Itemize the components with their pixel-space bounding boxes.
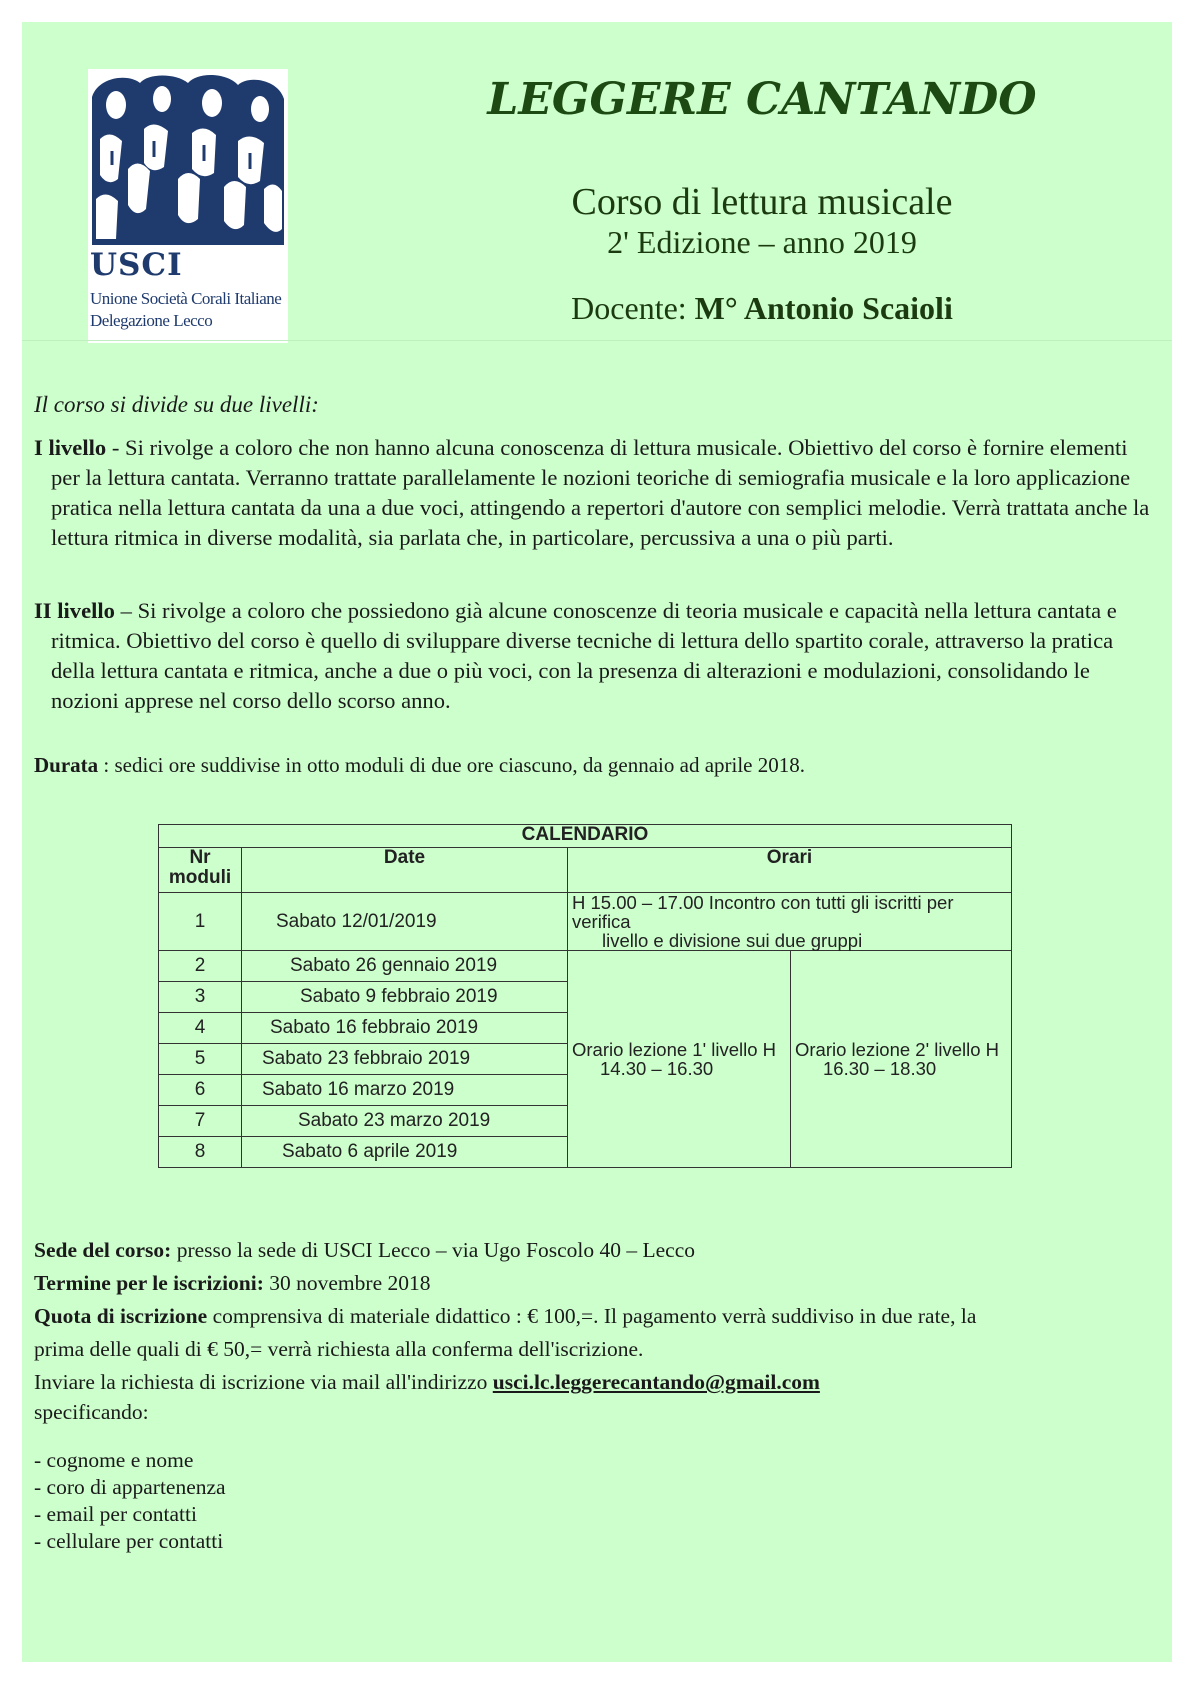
level-1-paragraph	[34, 433, 1154, 553]
document-page	[22, 22, 1172, 1662]
module-date: Sabato 12/01/2019	[242, 893, 568, 951]
choir-figures-graphic	[88, 69, 288, 249]
durata-line	[34, 753, 805, 778]
page-title: LEGGERE CANTANDO	[487, 74, 1037, 125]
module-number: 6	[159, 1075, 242, 1106]
module-orari	[568, 893, 1012, 951]
termine-line	[34, 1271, 430, 1296]
orari-line1: H 15.00 – 17.00 Incontro con tutti gli iscritti per verifica	[572, 892, 954, 932]
lesson-2-line1: Orario lezione 2' livello H	[795, 1039, 1000, 1060]
calendar-caption-row	[159, 825, 1012, 848]
module-date: Sabato 26 gennaio 2019	[242, 951, 568, 982]
calendar-caption: CALENDARIO	[159, 825, 1012, 848]
module-number: 4	[159, 1013, 242, 1044]
logo-title: USCI	[90, 247, 183, 283]
module-date: Sabato 23 febbraio 2019	[242, 1044, 568, 1075]
sede-line	[34, 1238, 695, 1263]
list-item: - coro di appartenenza	[34, 1475, 226, 1499]
inviare-line	[34, 1370, 820, 1395]
specificando-line: specificando:	[34, 1400, 149, 1424]
usci-logo	[88, 69, 288, 343]
list-item: - email per contatti	[34, 1502, 197, 1526]
logo-subtitle-line2: Delegazione Lecco	[90, 311, 213, 330]
edition-line: 2' Edizione – anno 2019	[607, 224, 917, 260]
module-number: 8	[159, 1137, 242, 1168]
termine-label: Termine per le iscrizioni:	[34, 1271, 264, 1295]
module-date: Sabato 16 febbraio 2019	[242, 1013, 568, 1044]
docente-line	[452, 290, 1072, 327]
quota-line-2: prima delle quali di € 50,= verrà richiesta alla conferma dell'iscrizione.	[34, 1337, 644, 1361]
column-header-orari: Orari	[568, 848, 1012, 893]
module-number: 5	[159, 1044, 242, 1075]
lesson-1-hours	[568, 951, 791, 1168]
durata-text: : sedici ore suddivise in otto moduli di due ore ciascuno, da gennaio ad aprile 2018.	[98, 753, 806, 777]
module-date: Sabato 6 aprile 2019	[242, 1137, 568, 1168]
lesson-1-line1: Orario lezione 1' livello H	[572, 1039, 777, 1060]
quota-line	[34, 1304, 976, 1329]
header-divider	[22, 340, 1172, 341]
table-row	[159, 951, 1012, 982]
list-item: - cognome e nome	[34, 1448, 194, 1472]
quota-text: comprensiva di materiale didattico : € 100,=. Il pagamento verrà suddiviso in due rate, la	[207, 1304, 977, 1328]
durata-label: Durata	[34, 753, 99, 777]
module-date: Sabato 16 marzo 2019	[242, 1075, 568, 1106]
logo-subtitle-line1: Unione Società Corali Italiane	[90, 289, 282, 308]
calendar-header-row	[159, 848, 1012, 893]
inviare-text: Inviare la richiesta di iscrizione via mail all'indirizzo	[34, 1370, 493, 1394]
sede-text: presso la sede di USCI Lecco – via Ugo Foscolo 40 – Lecco	[171, 1238, 695, 1262]
module-number: 1	[159, 893, 242, 951]
docente-name: M° Antonio Scaioli	[694, 290, 953, 326]
level-1-text: - Si rivolge a coloro che non hanno alcuna conoscenza di lettura musicale. Obiettivo del corso è fornire elementi per la lettura cantata. Verranno trattate parallelamente le nozioni teoriche di semiografia musicale e la loro applicazione pratica nella lettura cantata da una a due voci, attingendo a repertori d'autore con semplici melodie. Verrà trattata anche la lettura ritmica in diverse modalità, sia parlata che, in particolare, percussiva a una o più parti.	[51, 435, 1150, 550]
module-number: 2	[159, 951, 242, 982]
level-2-text: – Si rivolge a coloro che possiedono già alcune conoscenze di teoria musicale e capacità nella lettura cantata e ritmica. Obiettivo del corso è quello di sviluppare diverse tecniche di lettura dello spartito corale, attraverso la pratica della lettura cantata e ritmica, anche a due o più voci, con la presenza di alterazioni e modulazioni, consolidando le nozioni apprese nel corso dello scorso anno.	[51, 598, 1117, 713]
column-header-date: Date	[242, 848, 568, 893]
logo-subtitle	[90, 288, 281, 332]
module-number: 3	[159, 982, 242, 1013]
docente-label: Docente:	[571, 290, 695, 326]
lesson-2-line2: 16.30 – 18.30	[823, 1058, 937, 1079]
sede-label: Sede del corso:	[34, 1238, 172, 1262]
lesson-2-hours	[791, 951, 1012, 1168]
module-date: Sabato 9 febbraio 2019	[242, 982, 568, 1013]
lesson-1-line2: 14.30 – 16.30	[600, 1058, 714, 1079]
level-2-label: II livello	[34, 598, 115, 623]
page-subtitle: Corso di lettura musicale	[571, 181, 953, 223]
orari-line2: livello e divisione sui due gruppi	[602, 930, 863, 951]
module-number: 7	[159, 1106, 242, 1137]
column-header-nr: Nr moduli	[159, 848, 242, 893]
required-info-list	[34, 1447, 226, 1555]
list-item: - cellulare per contatti	[34, 1529, 224, 1553]
level-2-paragraph	[34, 596, 1154, 716]
table-row	[159, 893, 1012, 951]
quota-label: Quota di iscrizione	[34, 1304, 208, 1328]
level-1-label: I livello	[34, 435, 107, 460]
termine-text: 30 novembre 2018	[263, 1271, 431, 1295]
module-date: Sabato 23 marzo 2019	[242, 1106, 568, 1137]
calendar-table	[158, 824, 1012, 1168]
email-link[interactable]: usci.lc.leggerecantando@gmail.com	[492, 1370, 820, 1394]
intro-text: Il corso si divide su due livelli:	[34, 392, 319, 417]
